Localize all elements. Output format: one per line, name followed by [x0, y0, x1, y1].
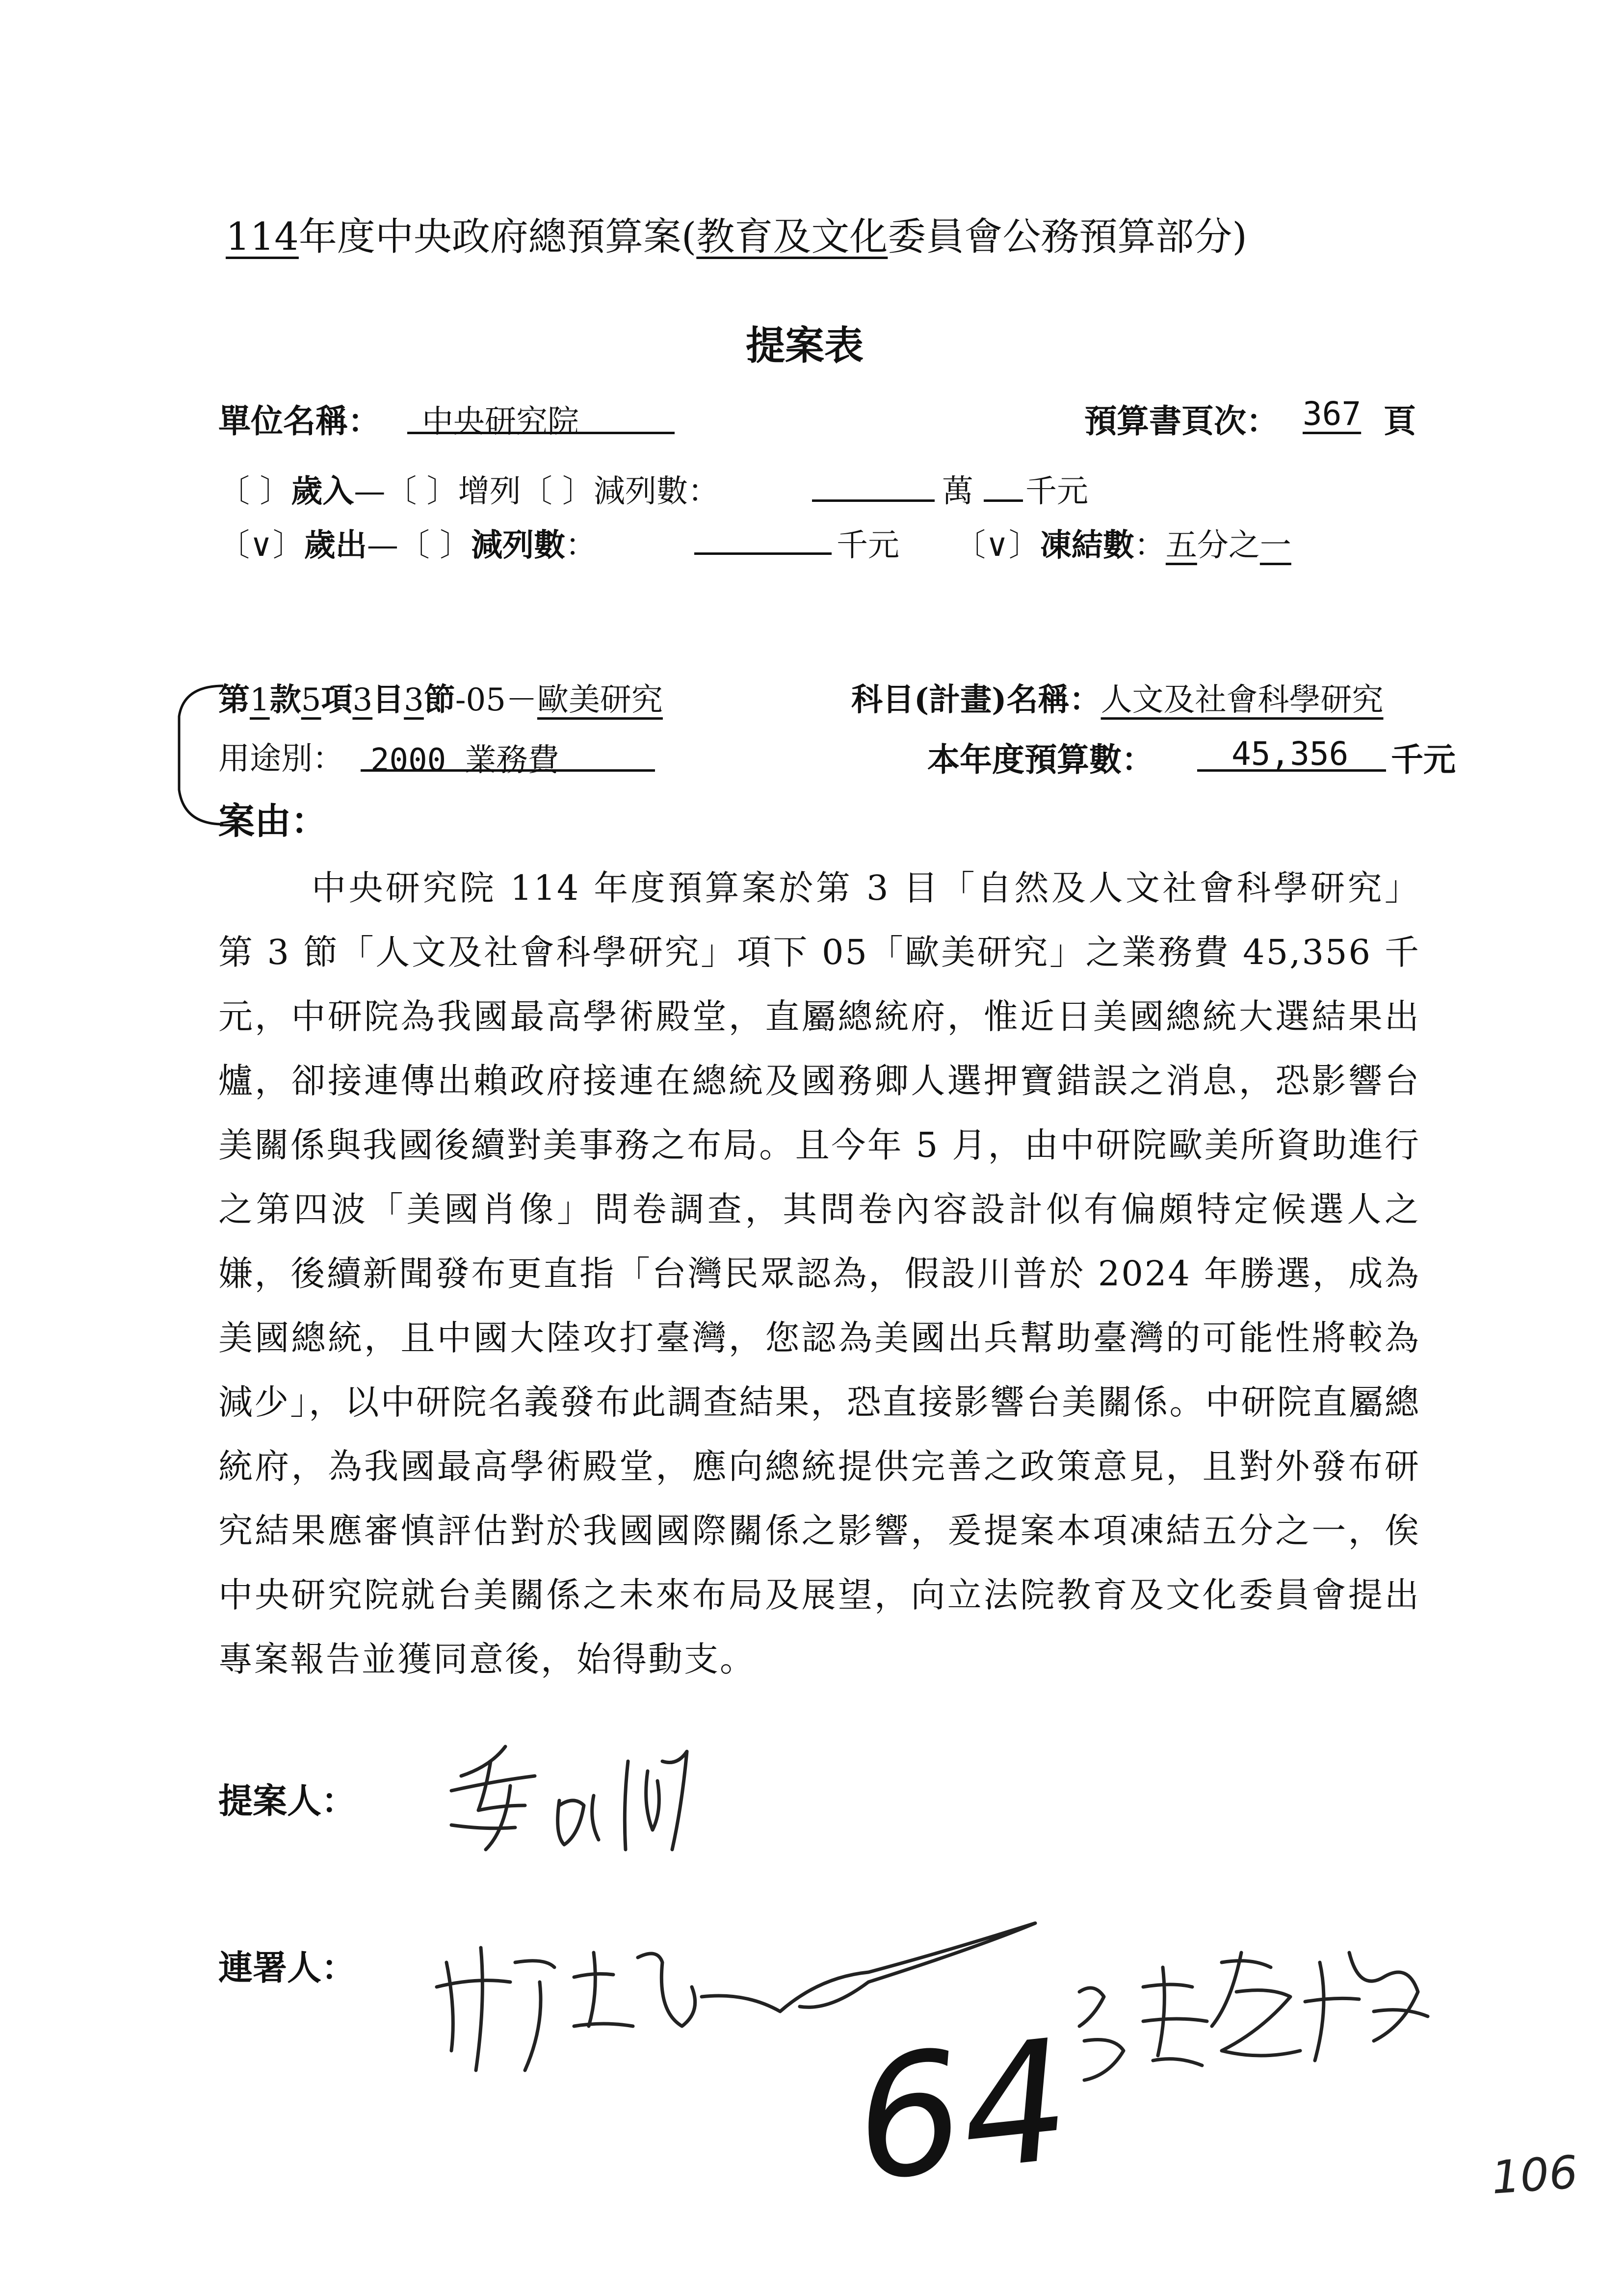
decrease-label: 減列數： — [594, 473, 720, 510]
expense-decrease-check[interactable]: 〔 〕 — [398, 527, 471, 564]
usage-value: 2000 業務費 — [370, 742, 559, 779]
item-program: 歐美研究 — [537, 682, 663, 718]
title-mid: 年度中央政府總預算案( — [298, 215, 697, 259]
expense-check[interactable]: 〔∨〕 — [218, 527, 304, 564]
title-year: 114 — [226, 215, 299, 259]
page-ref-value: 367 — [1303, 395, 1362, 433]
item-jie-unit: 節 — [423, 681, 455, 718]
budget-item-row — [218, 675, 663, 720]
reason-text: 中央研究院 114 年度預算案於第 3 目「自然及人文社會科學研究」第 3 節「人文及社會科學研究」項下 05「歐美研究」之業務費 45,356 千元，中研院為我國最高學術殿堂，直屬總統府，惟近日美國總統大選結果出爐，卻接連傳出賴政府接連在總統及國務卿人選押寶錯誤之消息，恐影響台美關係與我國後續對美事務之布局。且今年 5 月，由中研院歐美所資助進行之第四波「美國肖像」問卷調查，其問卷內容設計似有偏頗特定候選人之嫌，後續新聞發布更直指「台灣民眾認為，假設川普於 2024 年勝選，成為美國總統，且中國大陸攻打臺灣，您認為美國出兵幫助臺灣的可能性將較為減少」，以中研院名義發布此調查結果，恐直接影響台美關係。中研院直屬總統府，為我國最高學術殿堂，應向總統提供完善之政策意見，且對外發布研究結果應審慎評估對於我國國際關係之影響，爰提案本項凍結五分之一，俟中央研究院就台美關係之未來布局及展望，向立法院教育及文化委員會提出專案報告並獲同意後，始得動支。 — [218, 868, 1420, 1679]
proposer-label: 提案人： — [218, 1780, 356, 1821]
freeze-colon: ： — [1134, 527, 1166, 564]
income-wan-blank — [984, 499, 1023, 502]
income-row — [218, 466, 719, 511]
freeze-value-part: 分之 — [1197, 527, 1260, 564]
income-label: 歲入 — [291, 473, 354, 510]
item-mu-unit: 目 — [372, 681, 404, 718]
unit-value: 中央研究院 — [422, 404, 579, 440]
item-kuan-unit: 款 — [269, 681, 301, 718]
freeze-value-one: 一 — [1259, 527, 1291, 564]
increase-label: 增列 — [458, 473, 521, 510]
item-xiang-value: 5 — [301, 682, 321, 718]
budget-unit: 千元 — [1391, 740, 1456, 779]
unit-label: 單位名稱： — [218, 402, 380, 440]
budget-underline — [1197, 769, 1386, 772]
usage-label: 用途別： — [218, 741, 344, 777]
expense-dash: — — [367, 527, 398, 564]
reason-label: 案由： — [218, 800, 327, 842]
income-unit-qian: 千元 — [1025, 473, 1088, 510]
page-subtitle: 提案表 — [746, 322, 864, 368]
freeze-row — [954, 520, 1291, 565]
subject-row — [851, 675, 1384, 720]
subject-value: 人文及社會科學研究 — [1100, 682, 1384, 718]
unit-underline — [407, 432, 675, 434]
item-prefix: 第 — [218, 681, 250, 718]
budget-label: 本年度預算數： — [927, 740, 1154, 779]
expense-amount-blank — [694, 552, 832, 555]
page-ref-unit: 頁 — [1384, 402, 1416, 440]
decrease-check[interactable]: 〔 〕 — [521, 473, 594, 510]
income-unit-wan: 萬 — [942, 473, 973, 510]
budget-value: 45,356 — [1231, 735, 1349, 773]
item-mu-value: 3 — [352, 682, 373, 718]
item-kuan-value: 1 — [250, 682, 270, 718]
income-check[interactable]: 〔 〕 — [218, 473, 291, 510]
freeze-check[interactable]: 〔∨〕 — [954, 527, 1040, 564]
income-amount-blank — [812, 499, 935, 502]
item-code: -05－ — [455, 682, 537, 718]
page-ref-label: 預算書頁次： — [1084, 402, 1279, 440]
freeze-value-five: 五 — [1165, 527, 1197, 564]
title-committee: 教育及文化 — [696, 215, 888, 259]
expense-label: 歲出 — [304, 527, 367, 564]
item-xiang-unit: 項 — [321, 681, 353, 718]
increase-check[interactable]: 〔 〕 — [385, 473, 458, 510]
page-title — [226, 206, 1247, 261]
handwritten-number: 64 — [846, 2003, 1078, 2219]
cosigner-label: 連署人： — [218, 1947, 356, 1988]
item-jie-value: 3 — [404, 682, 424, 718]
expense-unit: 千元 — [837, 527, 899, 564]
income-dash: — — [354, 473, 386, 510]
expense-row — [218, 520, 597, 565]
freeze-label: 凍結數 — [1040, 527, 1134, 564]
expense-decrease-label: 減列數 — [471, 527, 566, 564]
page-number: 106 — [1490, 2146, 1580, 2204]
proposer-signature — [432, 1732, 736, 1879]
usage-underline — [361, 769, 655, 772]
expense-decrease-colon: ： — [565, 527, 597, 564]
title-end: 委員會公務預算部分) — [888, 215, 1247, 259]
subject-label: 科目(計畫)名稱： — [851, 681, 1101, 718]
